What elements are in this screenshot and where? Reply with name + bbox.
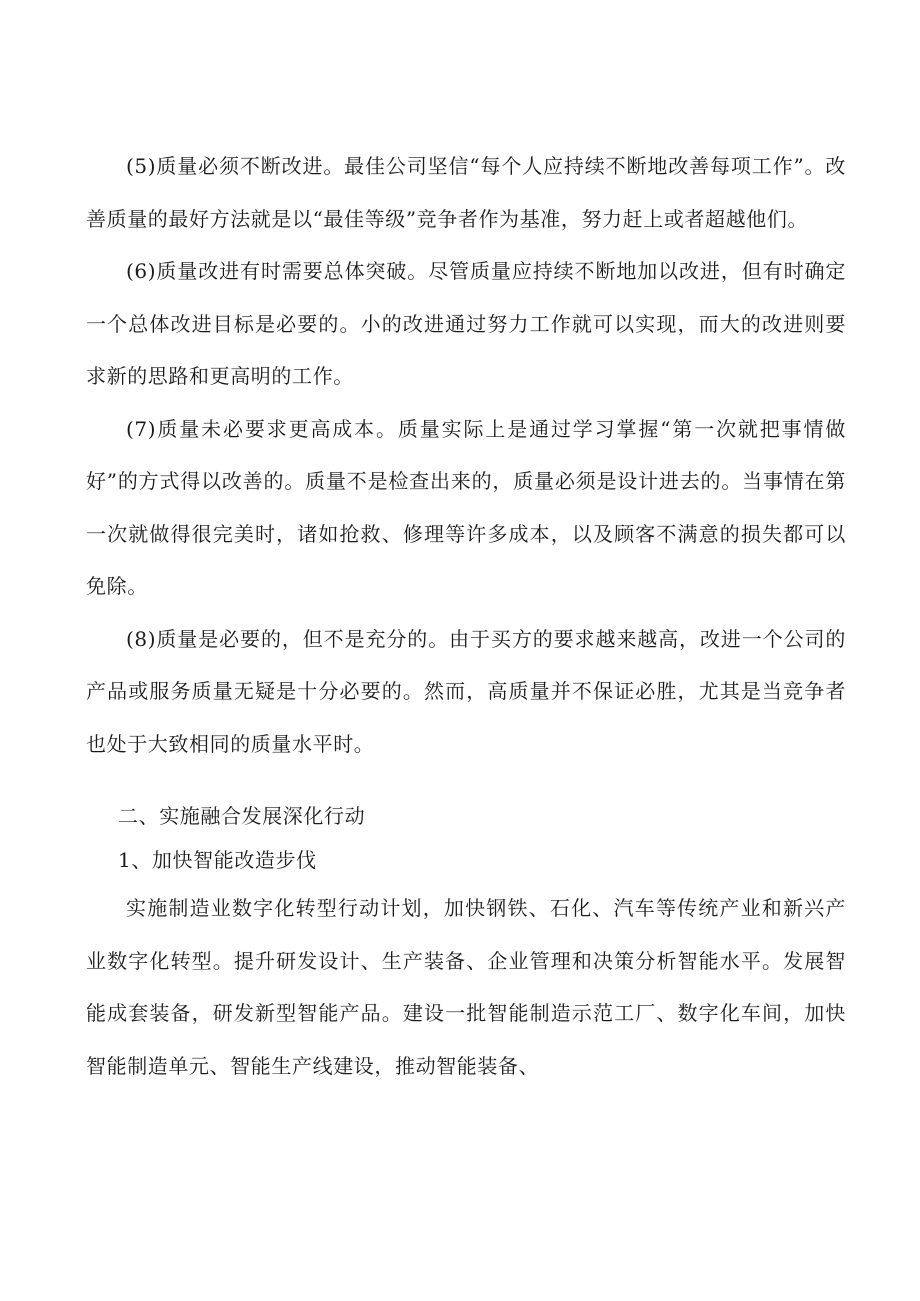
subsection-heading: 1、加快智能改造步伐 xyxy=(118,848,317,872)
paragraph-quality-5: (5)质量必须不断改进。最佳公司坚信“每个人应持续不断地改善每项工作”。改善质量的最好方法就是以“最佳等级”竞争者作为基准，努力赶上或者超越他们。 xyxy=(86,154,846,231)
paragraph-quality-8: (8)质量是必要的，但不是充分的。由于买方的要求越来越高，改进一个公司的产品或服务质量无疑是十分必要的。然而，高质量并不保证必胜，尤其是当竞争者也处于大致相同的质量水平时。 xyxy=(86,626,846,756)
document-body xyxy=(86,140,846,1092)
paragraph-intelligent-manufacturing: 实施制造业数字化转型行动计划，加快钢铁、石化、汽车等传统产业和新兴产业数字化转型。提升研发设计、生产装备、企业管理和决策分析智能水平。发展智能成套装备，研发新型智能产品。建设一批智能制造示范工厂、数字化车间，加快智能制造单元、智能生产线建设，推动智能装备、 xyxy=(86,896,846,1078)
section-heading: 二、实施融合发展深化行动 xyxy=(118,804,366,828)
paragraph-quality-6: (6)质量改进有时需要总体突破。尽管质量应持续不断地加以改进，但有时确定一个总体改进目标是必要的。小的改进通过努力工作就可以实现，而大的改进则要求新的思路和更高明的工作。 xyxy=(86,259,846,388)
paragraph-quality-7: (7)质量未必要求更高成本。质量实际上是通过学习掌握“第一次就把事情做好”的方式得以改善的。质量不是检查出来的，质量必须是设计进去的。当事情在第一次就做得很完美时，诸如抢救、修理等许多成本，以及顾客不满意的损失都可以免除。 xyxy=(86,416,846,598)
